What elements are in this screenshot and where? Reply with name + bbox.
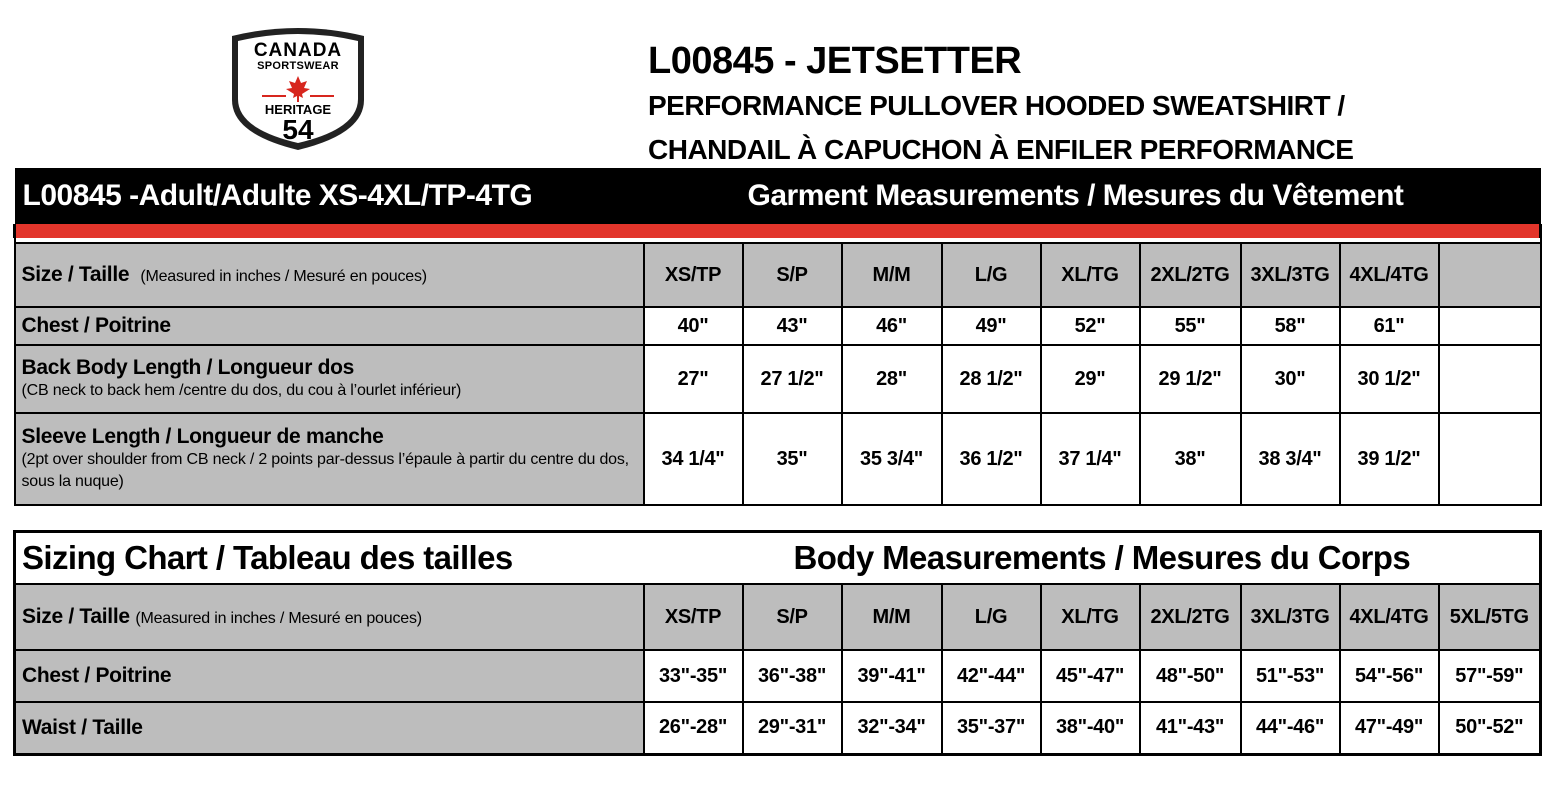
- measurement-cell: 54"-56": [1340, 650, 1439, 702]
- row-note: (CB neck to back hem /centre du dos, du cou à l’ourlet inférieur): [21, 382, 462, 399]
- size-label: Size / Taille: [22, 605, 130, 628]
- measurement-cell: 57"-59": [1439, 650, 1541, 702]
- measurement-cell: 36 1/2": [942, 413, 1041, 505]
- row-label: Back Body Length / Longueur dos: [21, 356, 355, 379]
- garment-measurements-table: [13, 168, 1542, 506]
- measurement-cell: 48"-50": [1140, 650, 1241, 702]
- measurement-cell: 55": [1140, 307, 1241, 345]
- measurement-cell: 33"-35": [644, 650, 743, 702]
- garment-table-title: L00845 -Adult/Adulte XS-4XL/TP-4TG: [15, 168, 644, 224]
- garment-sleeve-length-row: [15, 413, 1541, 505]
- logo-text-heritage: HERITAGE: [264, 102, 332, 117]
- red-accent-stripe-cell: [15, 224, 1541, 238]
- row-label-cell: [15, 345, 644, 413]
- row-label: Waist / Taille: [15, 702, 644, 754]
- measurement-cell: 29": [1041, 345, 1140, 413]
- size-header: 3XL/3TG: [1241, 243, 1340, 307]
- measurement-cell: 36"-38": [743, 650, 842, 702]
- logo-text-sportswear: SPORTSWEAR: [257, 60, 339, 72]
- measurement-cell: 34 1/4": [644, 413, 743, 505]
- size-header: 2XL/2TG: [1140, 584, 1241, 650]
- size-header: XS/TP: [644, 243, 743, 307]
- measurement-cell: 46": [842, 307, 942, 345]
- size-header: S/P: [743, 243, 842, 307]
- measurement-cell: 51"-53": [1241, 650, 1340, 702]
- size-header: XL/TG: [1041, 243, 1140, 307]
- row-note: (2pt over shoulder from CB neck / 2 points par-dessus l’épaule à partir du centre du dos, sous la nuque): [21, 451, 629, 490]
- measurement-cell: 32"-34": [842, 702, 942, 754]
- size-header: 2XL/2TG: [1140, 243, 1241, 307]
- size-label-cell: [15, 584, 644, 650]
- measurement-cell: 37 1/4": [1041, 413, 1140, 505]
- size-label: Size / Taille: [21, 263, 130, 286]
- measurement-cell: 35": [743, 413, 842, 505]
- measurement-cell: 42"-44": [942, 650, 1041, 702]
- measurement-cell: 29"-31": [743, 702, 842, 754]
- product-subtitle-en: PERFORMANCE PULLOVER HOODED SWEATSHIRT /: [648, 90, 1345, 121]
- measurement-cell: 61": [1340, 307, 1439, 345]
- measurement-cell: 50"-52": [1439, 702, 1541, 754]
- size-header: [1439, 243, 1541, 307]
- measurement-cell: 45"-47": [1041, 650, 1140, 702]
- measurement-cell: 26"-28": [644, 702, 743, 754]
- row-label-cell: [15, 413, 644, 505]
- product-subtitle-fr: CHANDAIL À CAPUCHON À ENFILER PERFORMANCE: [648, 134, 1354, 165]
- garment-header-row: [15, 168, 1541, 224]
- measurement-cell: [1439, 345, 1541, 413]
- measurement-cell: 38 3/4": [1241, 413, 1340, 505]
- body-table-title: Sizing Chart / Tableau des tailles: [15, 532, 644, 585]
- size-header: XL/TG: [1041, 584, 1140, 650]
- measurement-cell: 30 1/2": [1340, 345, 1439, 413]
- measurement-cell: 58": [1241, 307, 1340, 345]
- measurement-cell: 29 1/2": [1140, 345, 1241, 413]
- size-header: S/P: [743, 584, 842, 650]
- measurement-cell: 40": [644, 307, 743, 345]
- size-header: XS/TP: [644, 584, 743, 650]
- row-label: Chest / Poitrine: [15, 307, 644, 345]
- body-header-row: [15, 532, 1541, 585]
- measurement-cell: 49": [942, 307, 1041, 345]
- size-note: (Measured in inches / Mesuré en pouces): [135, 610, 422, 627]
- size-header: L/G: [942, 584, 1041, 650]
- measurement-cell: 41"-43": [1140, 702, 1241, 754]
- row-label: Chest / Poitrine: [15, 650, 644, 702]
- measurement-cell: 28 1/2": [942, 345, 1041, 413]
- measurement-cell: 39"-41": [842, 650, 942, 702]
- garment-size-row: [15, 243, 1541, 307]
- product-title: L00845 - JETSETTER: [648, 40, 1022, 82]
- body-waist-row: [15, 702, 1541, 754]
- size-header: L/G: [942, 243, 1041, 307]
- garment-back-length-row: [15, 345, 1541, 413]
- body-table-heading: Body Measurements / Mesures du Corps: [644, 532, 1541, 585]
- measurement-cell: 47"-49": [1340, 702, 1439, 754]
- measurement-cell: 43": [743, 307, 842, 345]
- size-header: M/M: [842, 584, 942, 650]
- measurement-cell: [1439, 307, 1541, 345]
- size-label-cell: [15, 243, 644, 307]
- row-label: Sleeve Length / Longueur de manche: [21, 425, 384, 448]
- size-header: M/M: [842, 243, 942, 307]
- size-header: 4XL/4TG: [1340, 243, 1439, 307]
- measurement-cell: 27 1/2": [743, 345, 842, 413]
- size-header: 5XL/5TG: [1439, 584, 1541, 650]
- body-chest-row: [15, 650, 1541, 702]
- body-size-row: [15, 584, 1541, 650]
- measurement-cell: 30": [1241, 345, 1340, 413]
- garment-chest-row: [15, 307, 1541, 345]
- measurement-cell: 44"-46": [1241, 702, 1340, 754]
- measurement-cell: 27": [644, 345, 743, 413]
- measurement-cell: 52": [1041, 307, 1140, 345]
- measurement-cell: 39 1/2": [1340, 413, 1439, 505]
- logo-text-54: 54: [282, 114, 314, 145]
- red-accent-stripe: [15, 224, 1541, 238]
- measurement-cell: 38"-40": [1041, 702, 1140, 754]
- brand-logo: [218, 26, 378, 154]
- size-header: 4XL/4TG: [1340, 584, 1439, 650]
- measurement-cell: 28": [842, 345, 942, 413]
- logo-text-canada: CANADA: [253, 40, 343, 61]
- size-header: 3XL/3TG: [1241, 584, 1340, 650]
- measurement-cell: 35"-37": [942, 702, 1041, 754]
- body-measurements-table: [13, 530, 1542, 756]
- size-note: (Measured in inches / Mesuré en pouces): [140, 268, 427, 285]
- garment-table-heading: Garment Measurements / Mesures du Vêtement: [644, 168, 1541, 224]
- measurement-cell: 38": [1140, 413, 1241, 505]
- measurement-cell: [1439, 413, 1541, 505]
- measurement-cell: 35 3/4": [842, 413, 942, 505]
